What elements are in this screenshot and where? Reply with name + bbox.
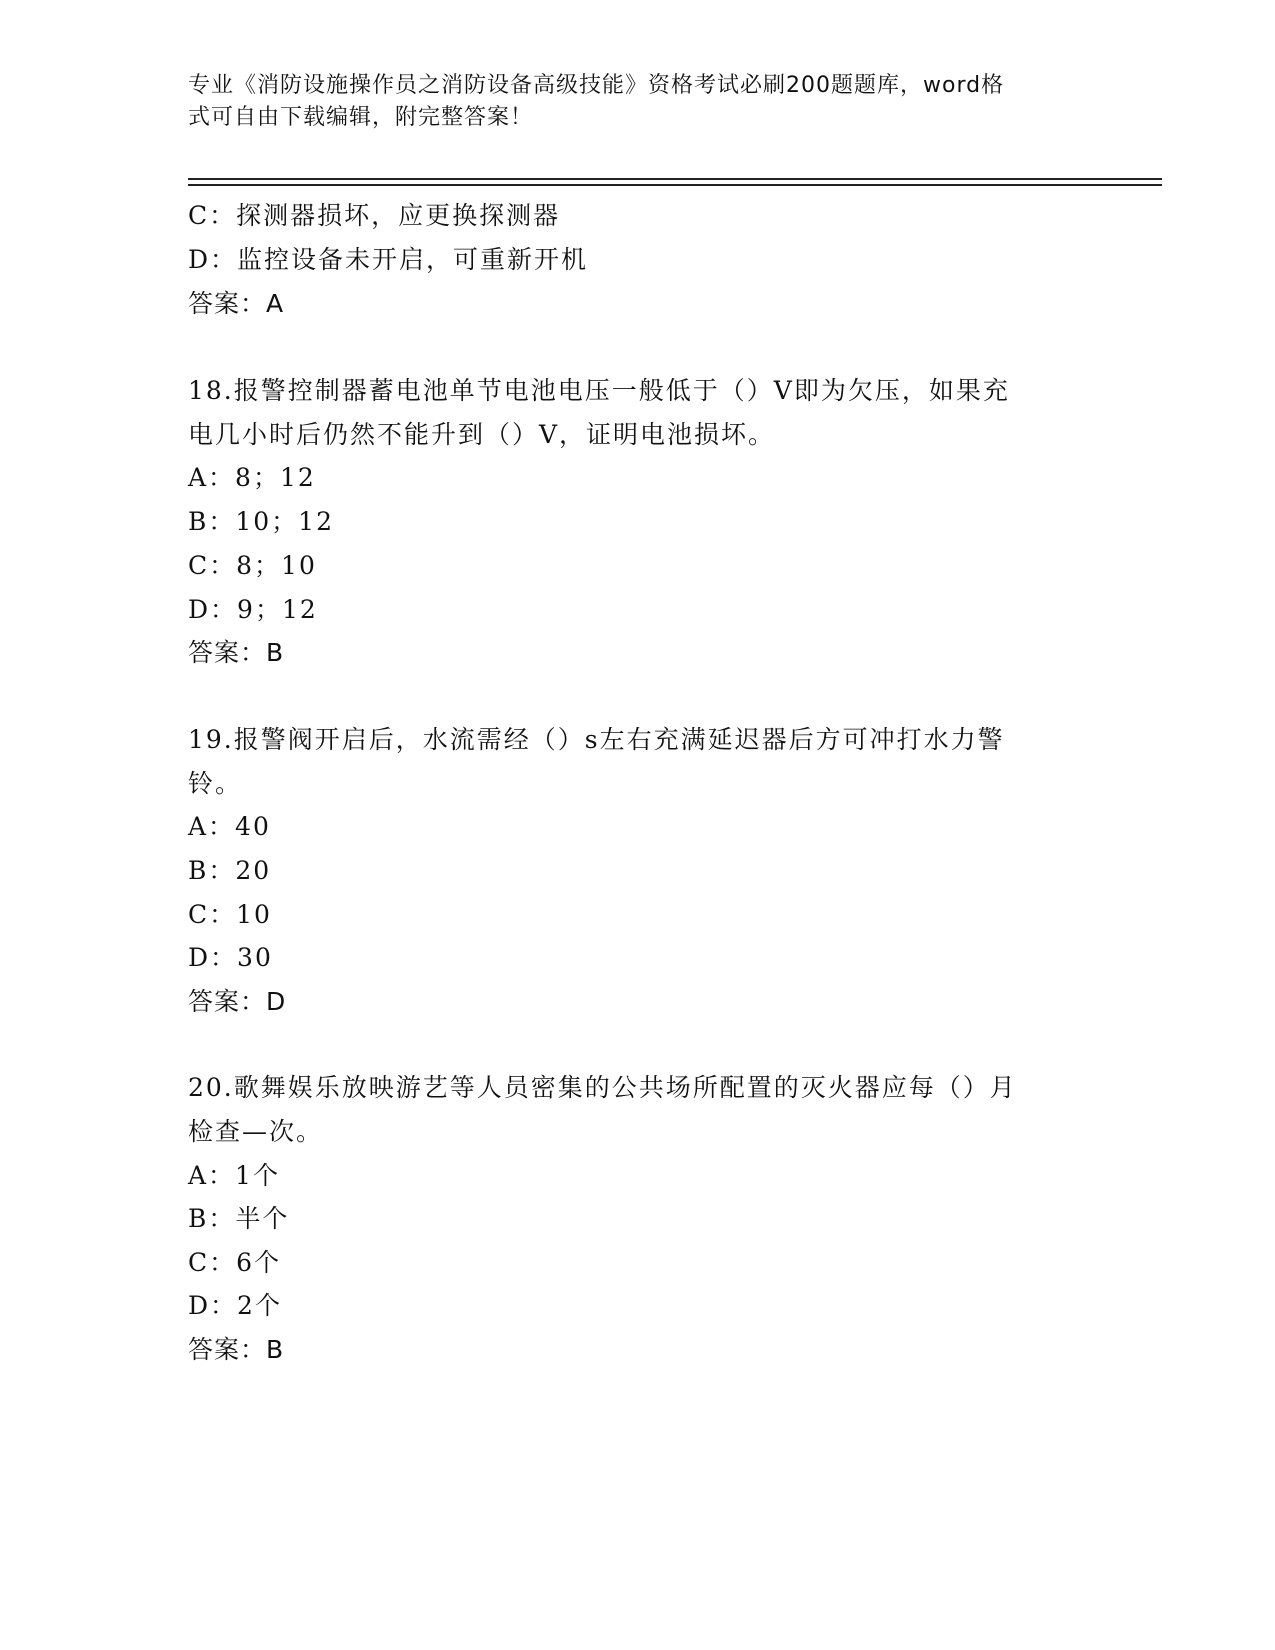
q19-option-b: B：20 (188, 856, 272, 885)
q18-option-a: A：8；12 (188, 463, 316, 492)
q19-option-a: A：40 (188, 812, 271, 841)
q18-stem-line-2: 电几小时后仍然不能升到（）V，证明电池损坏。 (188, 420, 776, 449)
q18-answer: 答案：B (188, 638, 285, 667)
q19-stem-line-1: 19.报警阀开启后，水流需经（）s左右充满延迟器后方可冲打水力警 (188, 725, 1005, 754)
q19-answer: 答案：D (188, 987, 287, 1016)
q20-option-b: B：半个 (188, 1204, 290, 1233)
q17-answer: 答案：A (188, 289, 285, 318)
q20-option-c: C：6个 (188, 1248, 282, 1277)
q17-option-d: D：监控设备未开启，可重新开机 (188, 245, 589, 274)
header-line-2: 式可自由下载编辑，附完整答案！ (188, 105, 534, 130)
q17-option-c: C：探测器损坏，应更换探测器 (188, 201, 561, 230)
header-divider-top (188, 178, 1162, 180)
q20-answer: 答案：B (188, 1335, 285, 1364)
q18-option-b: B：10；12 (188, 507, 334, 536)
q18-option-c: C：8；10 (188, 551, 317, 580)
q18-stem-line-1: 18.报警控制器蓄电池单节电池电压一般低于（）V即为欠压，如果充 (188, 376, 1010, 405)
q20-option-a: A：1个 (188, 1161, 280, 1190)
q20-option-d: D：2个 (188, 1291, 282, 1320)
document-header (188, 70, 1068, 134)
header-line-1: 专业《消防设施操作员之消防设备高级技能》资格考试必刷200题题库，word格 (188, 73, 1005, 98)
q19-stem-line-2: 铃。 (188, 769, 243, 798)
q20-stem-line-1: 20.歌舞娱乐放映游艺等人员密集的公共场所配置的灭火器应每（）月 (188, 1073, 1017, 1102)
q18-option-d: D：9；12 (188, 595, 318, 624)
q19-option-c: C：10 (188, 900, 272, 929)
q19-option-d: D：30 (188, 943, 273, 972)
header-divider-bottom (188, 184, 1162, 186)
q20-stem-line-2: 检查—次。 (188, 1117, 324, 1146)
